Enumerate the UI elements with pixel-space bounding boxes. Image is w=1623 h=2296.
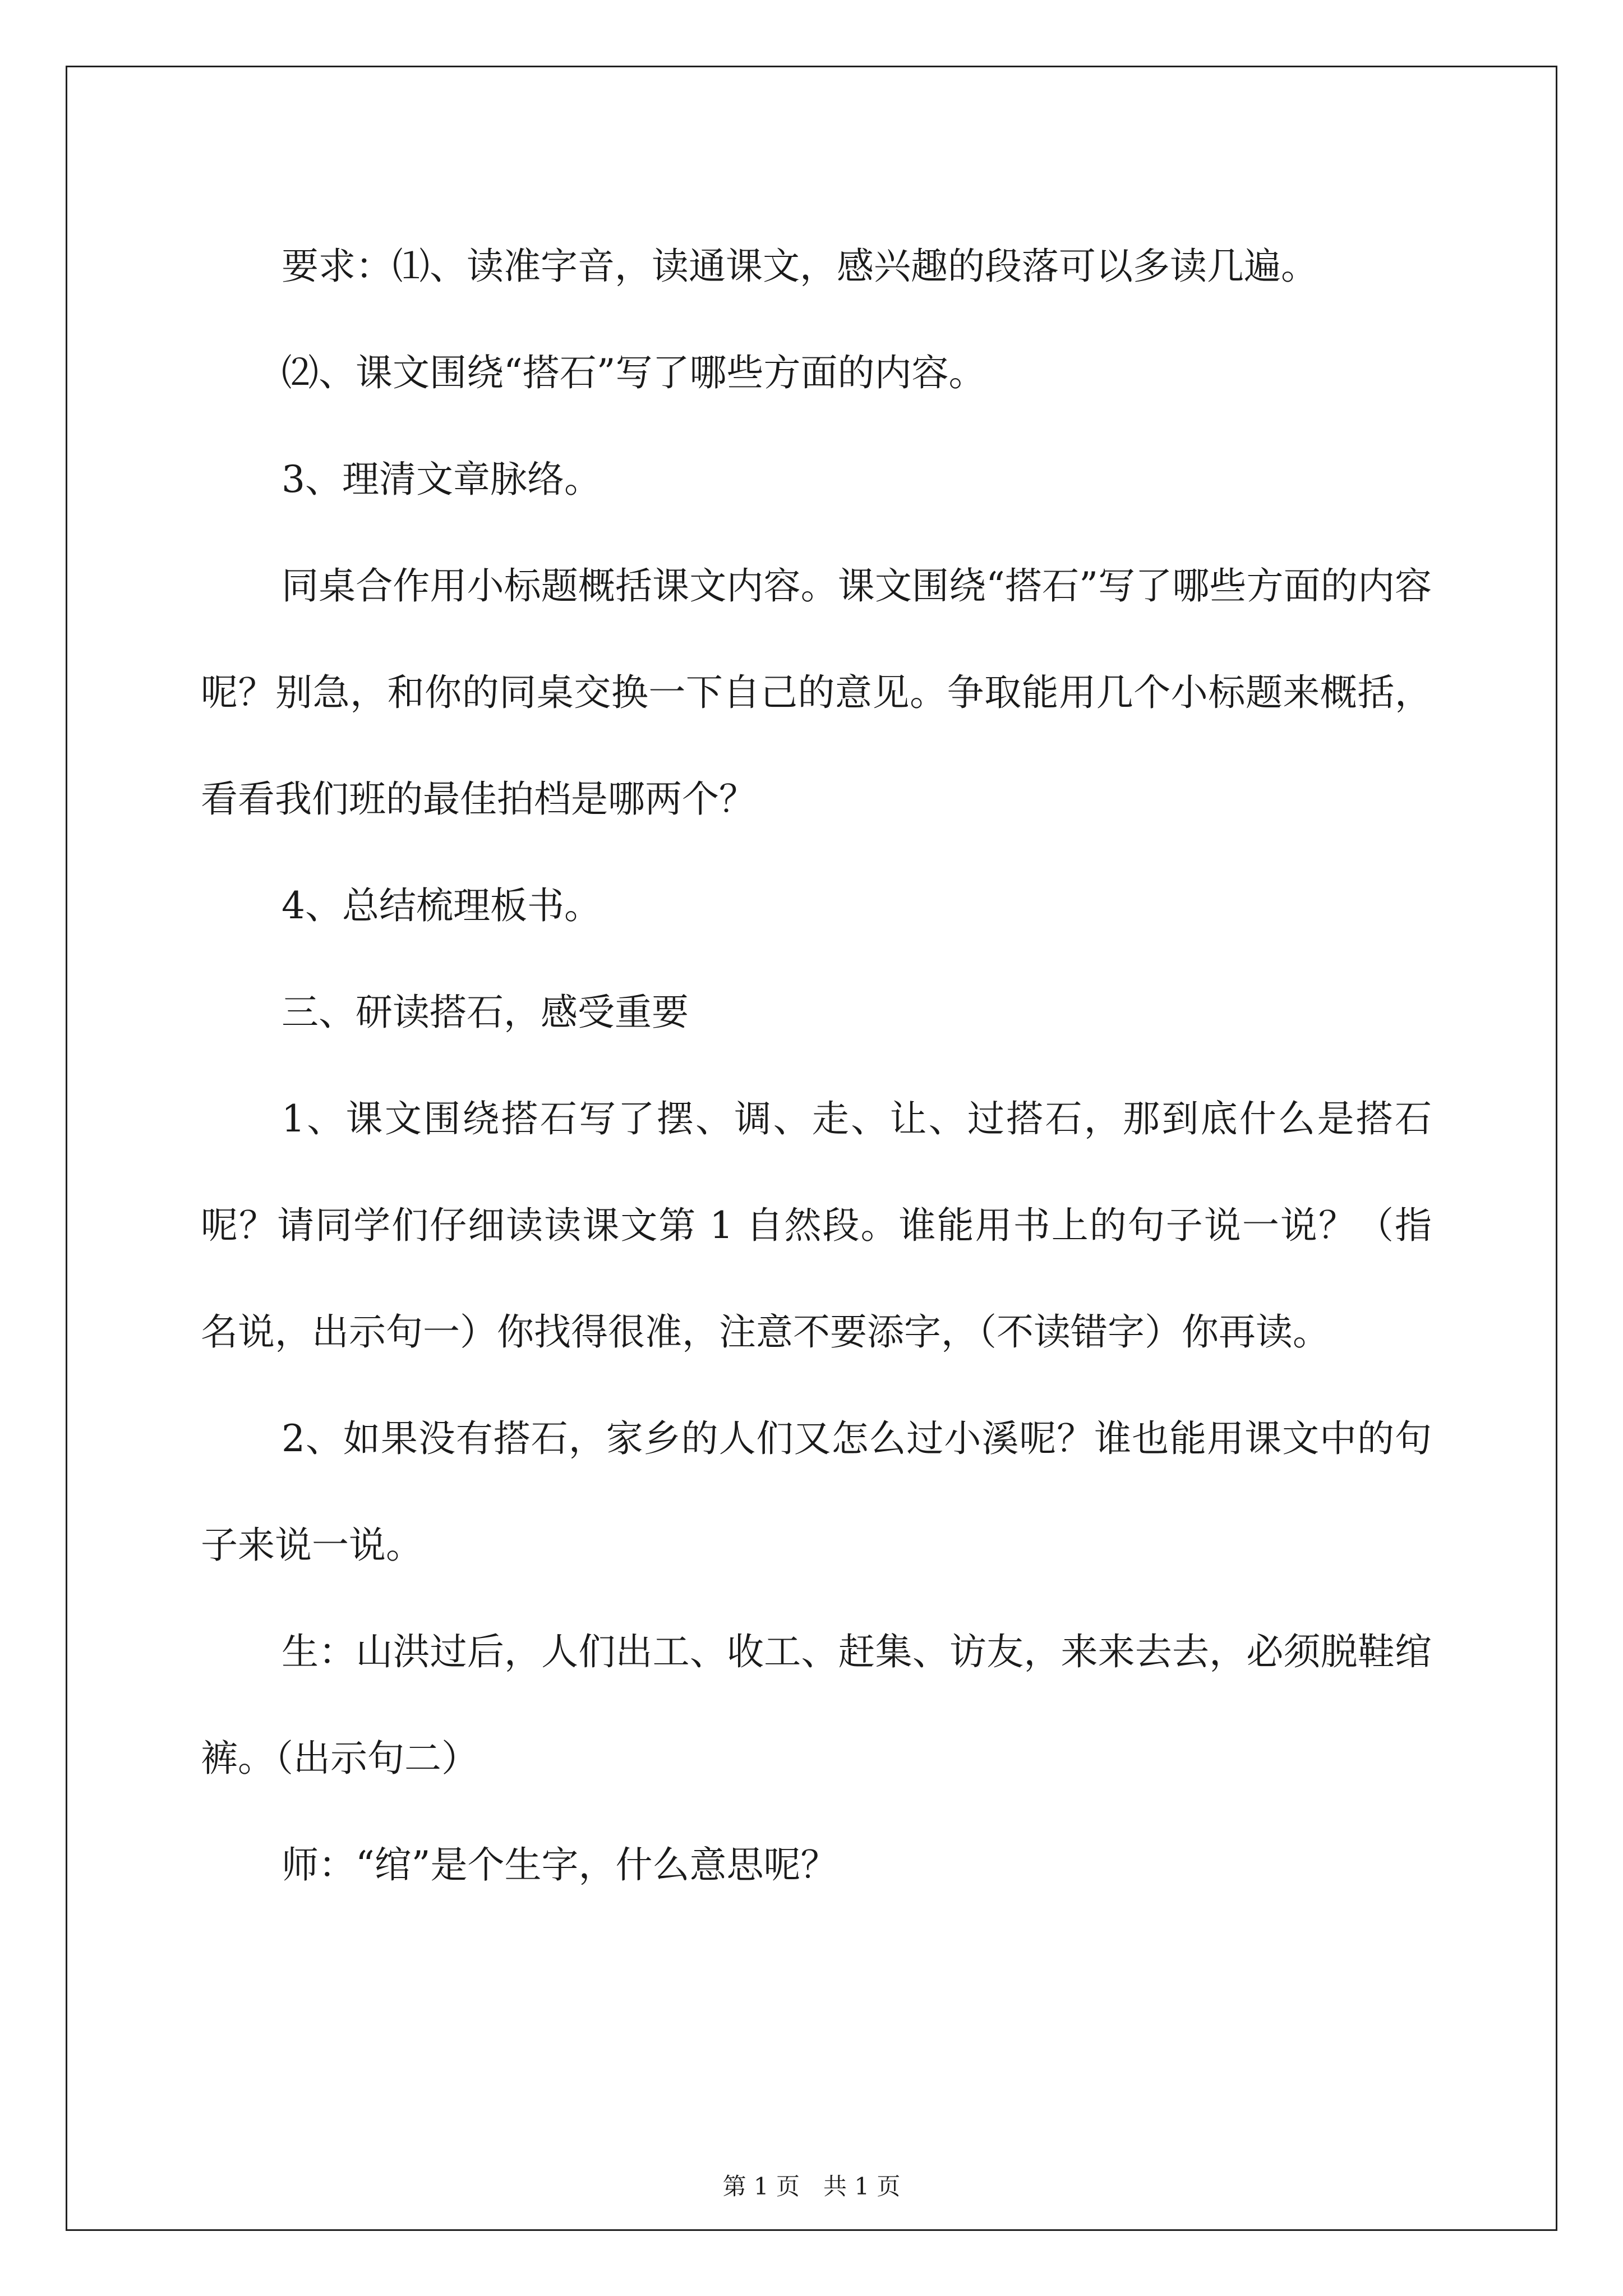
paragraph-step-4: 4、总结梳理板书。	[282, 884, 601, 927]
paragraph-requirement-2: ⑵、课文围绕“搭石”写了哪些方面的内容。	[282, 351, 986, 394]
paragraph-group-work: 同桌合作用小标题概括课文内容。课文围绕“搭石”写了哪些方面的内容呢？别急，和你的同桌交换一下自己的意见。争取能用几个小标题来概括，看看我们班的最佳拍档是哪两个？	[201, 564, 1432, 821]
page-footer: 第 1 页 共 1 页	[722, 2173, 901, 2200]
paragraph-item-1: 1、课文围绕搭石写了摆、调、走、让、过搭石，那到底什么是搭石呢？请同学们仔细读读课文第 1 自然段。谁能用书上的句子说一说？（指名说，出示句一）你找得很准，注意不要添字，（不读错字）你再读。	[201, 1097, 1432, 1354]
section-heading-3: 三、研读搭石，感受重要	[282, 991, 689, 1034]
paragraph-student-answer: 生：山洪过后，人们出工、收工、赶集、访友，来来去去，必须脱鞋绾裤。（出示句二）	[201, 1630, 1432, 1780]
paragraph-teacher-question: 师：“绾”是个生字，什么意思呢？	[282, 1843, 838, 1887]
document-body	[201, 213, 1432, 1918]
paragraph-step-3: 3、理清文章脉络。	[282, 458, 601, 501]
paragraph-requirements: 要求：⑴、读准字音，读通课文，感兴趣的段落可以多读几遍。	[282, 245, 1318, 288]
paragraph-item-2: 2、如果没有搭石，家乡的人们又怎么过小溪呢？谁也能用课文中的句子来说一说。	[201, 1417, 1432, 1567]
